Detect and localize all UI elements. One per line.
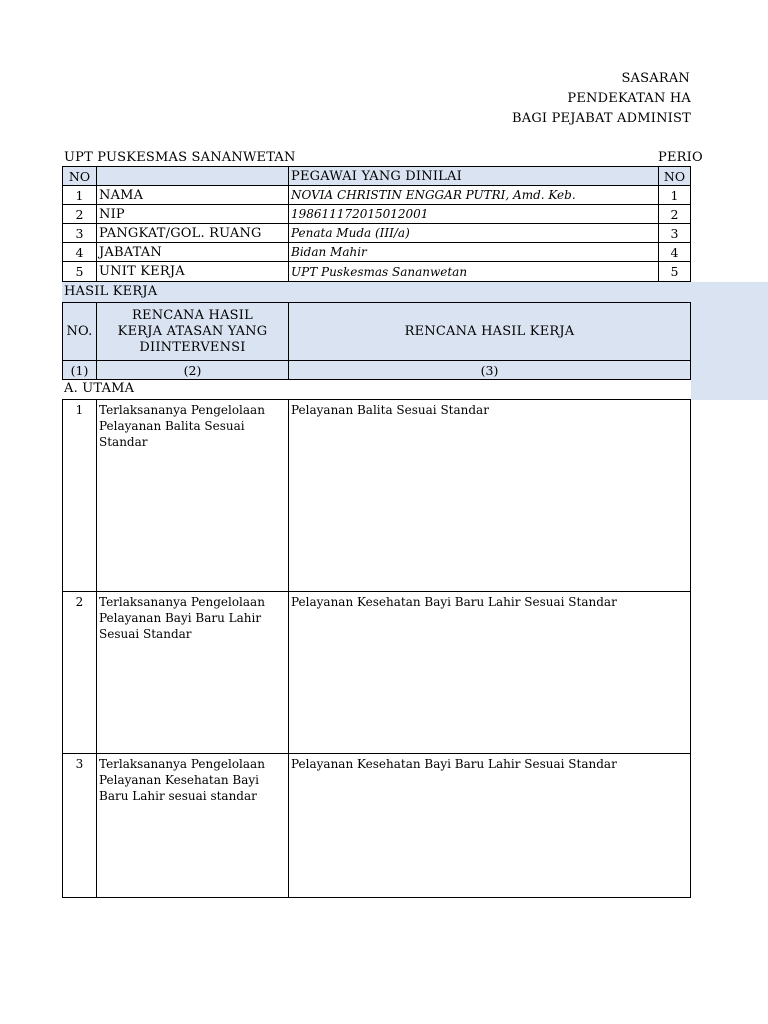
doc-title-line-3: BAGI PEJABAT ADMINIST <box>511 111 691 126</box>
hasil-header-atasan: RENCANA HASIL KERJA ATASAN YANG DIINTERVENSI <box>96 302 289 361</box>
identity-header-no-right: NO <box>658 166 691 186</box>
hasil-header-no: NO. <box>62 302 97 361</box>
identity-row-no: 2 <box>62 204 97 224</box>
hasil-header-rencana: RENCANA HASIL KERJA <box>288 302 691 361</box>
identity-row-no-right: 1 <box>658 185 691 205</box>
identity-row-no: 1 <box>62 185 97 205</box>
identity-row-no-right: 2 <box>658 204 691 224</box>
identity-row-no-right: 3 <box>658 223 691 243</box>
identity-row-label: UNIT KERJA <box>96 261 289 282</box>
hasil-row-atasan: Terlaksananya Pengelolaan Pelayanan Bayi Baru Lahir Sesuai Standar <box>96 591 289 754</box>
hasil-row-rencana: Pelayanan Kesehatan Bayi Baru Lahir Sesuai Standar <box>288 591 691 754</box>
identity-header-blank <box>96 166 289 186</box>
hasil-num-1: (1) <box>62 360 97 380</box>
identity-row-value: Bidan Mahir <box>288 242 659 262</box>
hasil-num-2: (2) <box>96 360 289 380</box>
period-label: PERIO <box>658 150 703 165</box>
identity-row-label: NAMA <box>96 185 289 205</box>
hasil-row-atasan: Terlaksananya Pengelolaan Pelayanan Kesehatan Bayi Baru Lahir sesuai standar <box>96 753 289 898</box>
hasil-row-rencana: Pelayanan Kesehatan Bayi Baru Lahir Sesuai Standar <box>288 753 691 898</box>
hasil-row-rencana: Pelayanan Balita Sesuai Standar <box>288 399 691 592</box>
identity-row-value: UPT Puskesmas Sananwetan <box>288 261 659 282</box>
hasil-kerja-label: HASIL KERJA <box>62 282 691 302</box>
hasil-row-no: 2 <box>62 591 97 754</box>
identity-row-label: PANGKAT/GOL. RUANG <box>96 223 289 243</box>
identity-row-no: 5 <box>62 261 97 282</box>
identity-row-value: 198611172015012001 <box>288 204 659 224</box>
identity-row-value: NOVIA CHRISTIN ENGGAR PUTRI, Amd. Keb. <box>288 185 659 205</box>
org-label: UPT PUSKESMAS SANANWETAN <box>64 150 296 165</box>
identity-row-no-right: 4 <box>658 242 691 262</box>
identity-row-no-right: 5 <box>658 261 691 282</box>
identity-row-value: Penata Muda (III/a) <box>288 223 659 243</box>
doc-title-line-2: PENDEKATAN HA <box>567 91 691 106</box>
header-shade-extension <box>691 282 768 400</box>
hasil-row-no: 1 <box>62 399 97 592</box>
utama-label: A. UTAMA <box>64 381 135 396</box>
identity-row-label: NIP <box>96 204 289 224</box>
identity-row-no: 4 <box>62 242 97 262</box>
identity-row-label: JABATAN <box>96 242 289 262</box>
hasil-row-atasan: Terlaksananya Pengelolaan Pelayanan Balita Sesuai Standar <box>96 399 289 592</box>
doc-title-line-1: SASARAN <box>621 71 690 86</box>
hasil-row-no: 3 <box>62 753 97 898</box>
identity-header-pegawai: PEGAWAI YANG DINILAI <box>288 166 659 186</box>
identity-header-no: NO <box>62 166 97 186</box>
hasil-num-3: (3) <box>288 360 691 380</box>
identity-row-no: 3 <box>62 223 97 243</box>
